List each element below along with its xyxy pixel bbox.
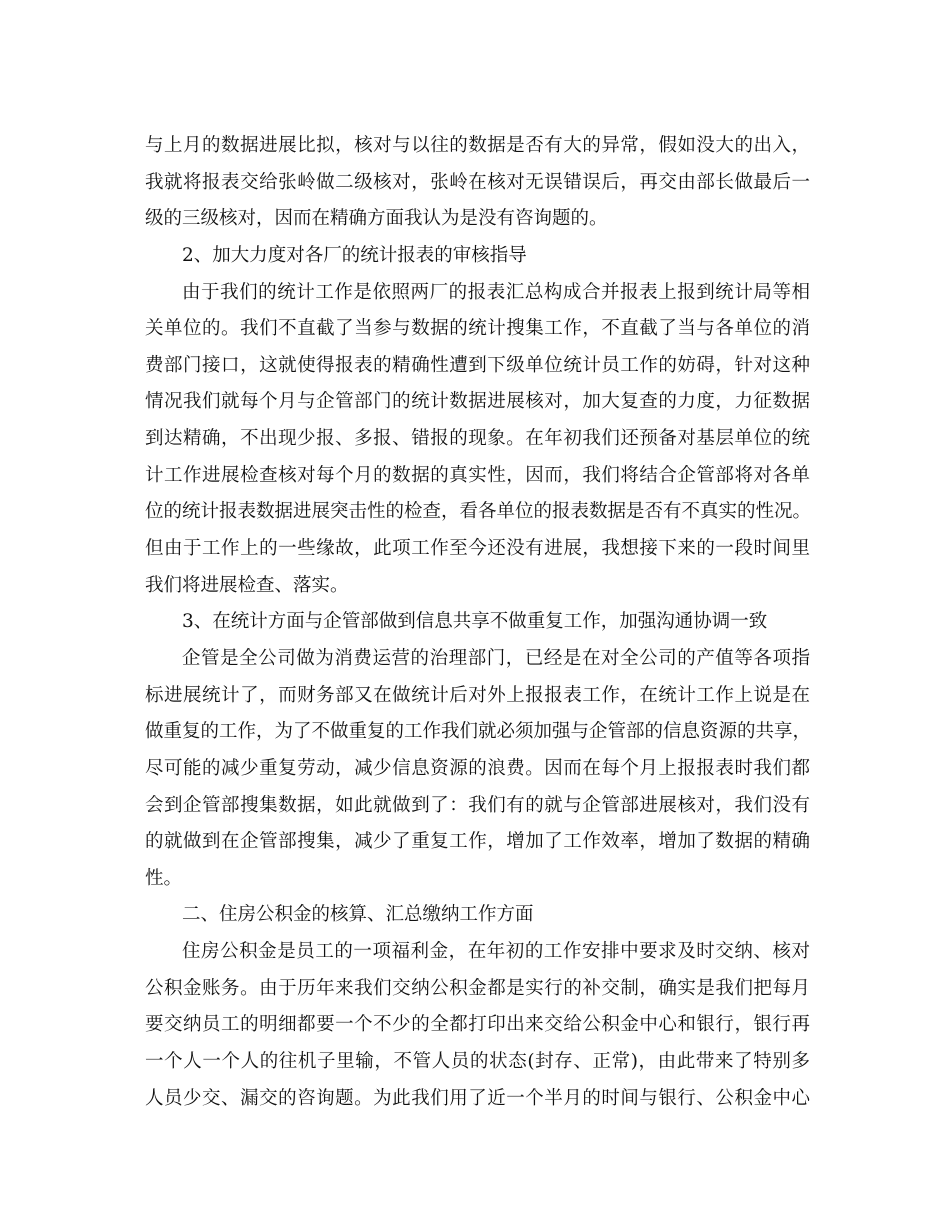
paragraph-line: 位的统计报表数据进展突击性的检查，看各单位的报表数据是否有不真实的性况。 xyxy=(145,501,812,523)
document-body xyxy=(145,128,810,1117)
section-heading: 二、住房公积金的核算、汇总缴纳工作方面 xyxy=(182,904,534,926)
paragraph-line: 级的三级核对，因而在精确方面我认为是没有咨询题的。 xyxy=(145,208,608,230)
paragraph-line: 做重复的工作，为了不做重复的工作我们就必须加强与企管部的信息资源的共享， xyxy=(145,721,812,743)
paragraph-line: 我就将报表交给张岭做二级核对，张岭在核对无误错误后，再交由部长做最后一 xyxy=(145,171,810,193)
paragraph-line: 人员少交、漏交的咨询题。为此我们用了近一个半月的时间与银行、公积金中心 xyxy=(145,1087,810,1109)
section-heading: 2、加大力度对各厂的统计报表的审核指导 xyxy=(182,244,527,266)
paragraph-line: 情况我们就每个月与企管部门的统计数据进展核对，加大复查的力度，力征数据 xyxy=(145,391,810,413)
paragraph-line: 到达精确，不出现少报、多报、错报的现象。在年初我们还预备对基层单位的统 xyxy=(145,428,810,450)
paragraph-line: 会到企管部搜集数据，如此就做到了：我们有的就与企管部进展核对，我们没有 xyxy=(145,794,810,816)
paragraph-line: 一个人一个人的往机子里输，不管人员的状态(封存、正常)，由此带来了特别多 xyxy=(145,1051,810,1073)
paragraph-line: 住房公积金是员工的一项福利金，在年初的工作安排中要求及时交纳、核对 xyxy=(182,941,810,963)
paragraph-line: 与上月的数据进展比拟，核对与以往的数据是否有大的异常，假如没大的出入， xyxy=(145,135,810,156)
paragraph-line: 计工作进展检查核对每个月的数据的真实性，因而，我们将结合企管部将对各单 xyxy=(145,464,810,486)
paragraph-line: 企管是全公司做为消费运营的治理部门，已经是在对全公司的产值等各项指 xyxy=(182,647,810,669)
section-heading: 3、在统计方面与企管部做到信息共享不做重复工作，加强沟通协调一致 xyxy=(182,611,768,633)
paragraph-line: 由于我们的统计工作是依照两厂的报表汇总构成合并报表上报到统计局等相 xyxy=(182,281,810,303)
paragraph-line: 尽可能的减少重复劳动，减少信息资源的浪费。因而在每个月上报报表时我们都 xyxy=(145,757,810,779)
paragraph-line: 关单位的。我们不直截了当参与数据的统计搜集工作，不直截了当与各单位的消 xyxy=(145,318,810,340)
paragraph-line: 但由于工作上的一些缘故，此项工作至今还没有进展，我想接下来的一段时间里 xyxy=(145,538,810,560)
paragraph-line: 我们将进展检查、落实。 xyxy=(145,574,349,596)
paragraph-line: 标进展统计了，而财务部又在做统计后对外上报报表工作，在统计工作上说是在 xyxy=(145,684,810,706)
paragraph-line: 费部门接口，这就使得报表的精确性遭到下级单位统计员工作的妨碍，针对这种 xyxy=(145,354,810,376)
paragraph-line: 的就做到在企管部搜集，减少了重复工作，增加了工作效率，增加了数据的精确 xyxy=(145,831,810,853)
paragraph-line: 要交纳员工的明细都要一个不少的全都打印出来交给公积金中心和银行，银行再 xyxy=(145,1014,810,1036)
paragraph-line: 公积金账务。由于历年来我们交纳公积金都是实行的补交制，确实是我们把每月 xyxy=(145,977,810,999)
paragraph-line: 性。 xyxy=(145,867,183,889)
